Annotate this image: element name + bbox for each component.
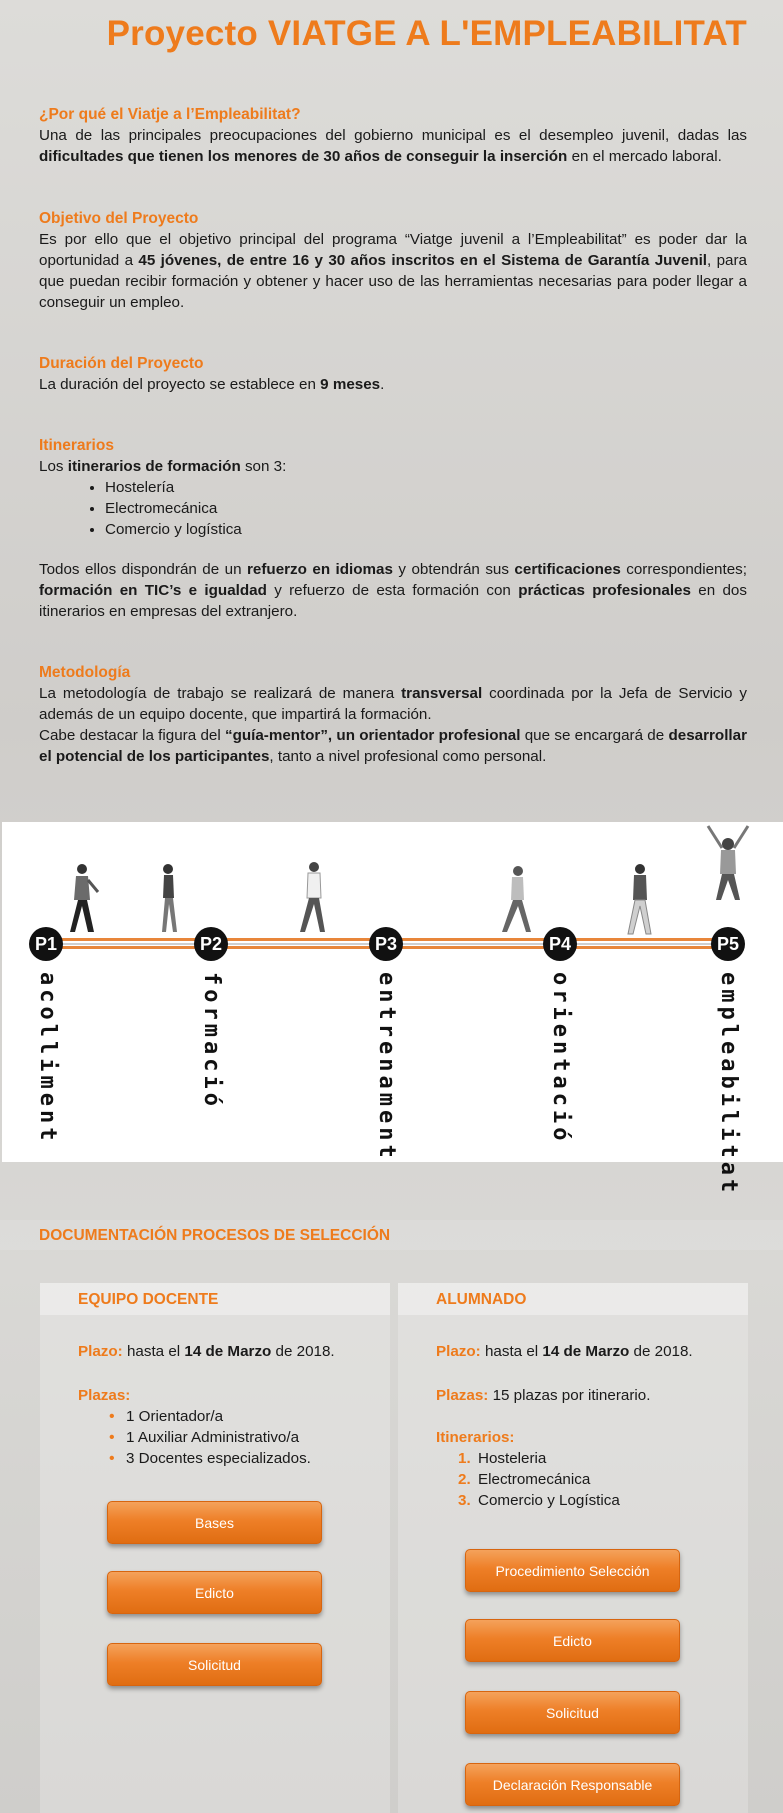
documentation-title: DOCUMENTACIÓN PROCESOS DE SELECCIÓN xyxy=(39,1227,391,1244)
step-badge-p1: P1 xyxy=(29,927,63,961)
section-title: Duración del Proyecto xyxy=(39,355,204,372)
card-title: EQUIPO DOCENTE xyxy=(78,1291,219,1308)
places-label: Plazas: xyxy=(78,1387,131,1404)
list-item: • Electromecánica xyxy=(105,498,747,519)
section-title: ¿Por qué el Viatje a l’Empleabilitat? xyxy=(39,106,301,123)
list-item: • 1 Orientador/a xyxy=(126,1406,311,1427)
step-label: orientació xyxy=(548,972,573,1145)
itineraries-list xyxy=(458,1448,620,1511)
list-item: • Hostelería xyxy=(105,477,747,498)
step-label: empleabilitat xyxy=(716,972,741,1197)
students-card xyxy=(398,1283,748,1813)
step-badge-p5: P5 xyxy=(711,927,745,961)
walking-person-icon xyxy=(294,860,334,936)
section-text: Todos ellos dispondrán de un refuerzo en idiomas y obtendrán sus certificaciones correspondientes; formación en TIC’s e igualdad y refuerzo de esta formación con prácticas profesionales en dos itinerarios en empresas del extranjero. xyxy=(39,561,747,620)
section-text: Los itinerarios de formación son 3: xyxy=(39,458,287,475)
section-objective xyxy=(39,208,747,313)
solicitud-button[interactable]: Solicitud xyxy=(465,1691,680,1734)
list-item: 2. Electromecánica xyxy=(458,1471,591,1488)
walking-person-icon xyxy=(620,862,660,936)
deadline-text: Plazo: hasta el 14 de Marzo de 2018. xyxy=(78,1343,335,1360)
walking-person-icon xyxy=(60,862,104,936)
places-list xyxy=(126,1406,311,1469)
edicto-button[interactable]: Edicto xyxy=(465,1619,680,1662)
page-title: Proyecto VIATGE A L'EMPLEABILITAT xyxy=(106,14,747,53)
walking-person-icon xyxy=(154,862,184,936)
section-duration xyxy=(39,353,747,395)
section-text: Cabe destacar la figura del “guía-mentor”, un orientador profesional que se encargará de desarrollar el potencial de los participantes, tanto a nivel profesional como personal. xyxy=(39,727,747,765)
step-badge-p2: P2 xyxy=(194,927,228,961)
section-title: Metodología xyxy=(39,664,131,681)
bases-button[interactable]: Bases xyxy=(107,1501,322,1544)
list-item: 1. Hosteleria xyxy=(458,1450,547,1467)
step-label: acolliment xyxy=(35,972,60,1145)
section-text: Una de las principales preocupaciones del gobierno municipal es el desempleo juvenil, dadas las dificultades que tienen los menores de 30 años de conseguir la inserción en el mercado laboral. xyxy=(39,127,747,165)
section-text: La duración del proyecto se establece en 9 meses. xyxy=(39,376,385,393)
solicitud-button[interactable]: Solicitud xyxy=(107,1643,322,1686)
teachers-card xyxy=(40,1283,390,1813)
section-why xyxy=(39,104,747,167)
timeline-graphic xyxy=(2,822,783,1197)
list-item: • 1 Auxiliar Administrativo/a xyxy=(126,1427,311,1448)
list-item: • 3 Docentes especializados. xyxy=(126,1448,311,1469)
itineraries-label: Itinerarios: xyxy=(436,1429,515,1446)
step-label: entrenament xyxy=(374,972,399,1162)
section-text: Es por ello que el objetivo principal del programa “Viatge juvenil a l’Empleabilitat” es poder dar la oportunidad a 45 jóvenes, de entre 16 y 30 años inscritos en el Sistema de Garantía Juvenil, para que puedan recibir formación y obtener y hacer uso de las herramientas necesarias para poder llegar a conseguir un empleo. xyxy=(39,231,747,311)
deadline-text: Plazo: hasta el 14 de Marzo de 2018. xyxy=(436,1343,693,1360)
section-itineraries xyxy=(39,435,747,622)
places-text: Plazas: 15 plazas por itinerario. xyxy=(436,1387,651,1404)
list-item: 3. Comercio y Logística xyxy=(458,1492,620,1509)
step-label: formació xyxy=(199,972,224,1110)
section-title: Itinerarios xyxy=(39,437,114,454)
section-title: Objetivo del Proyecto xyxy=(39,210,199,227)
card-title: ALUMNADO xyxy=(436,1291,527,1308)
list-item: • Comercio y logística xyxy=(105,519,747,540)
walking-person-icon xyxy=(496,864,538,936)
jumping-person-icon xyxy=(702,822,754,906)
procedimiento-seleccion-button[interactable]: Procedimiento Selección xyxy=(465,1549,680,1592)
section-methodology xyxy=(39,662,747,767)
step-badge-p4: P4 xyxy=(543,927,577,961)
itinerary-list xyxy=(105,477,747,540)
step-badge-p3: P3 xyxy=(369,927,403,961)
declaracion-responsable-button[interactable]: Declaración Responsable xyxy=(465,1763,680,1806)
section-text: La metodología de trabajo se realizará de manera transversal coordinada por la Jefa de Servicio y además de un equipo docente, que impartirá la formación. xyxy=(39,685,747,723)
edicto-button[interactable]: Edicto xyxy=(107,1571,322,1614)
